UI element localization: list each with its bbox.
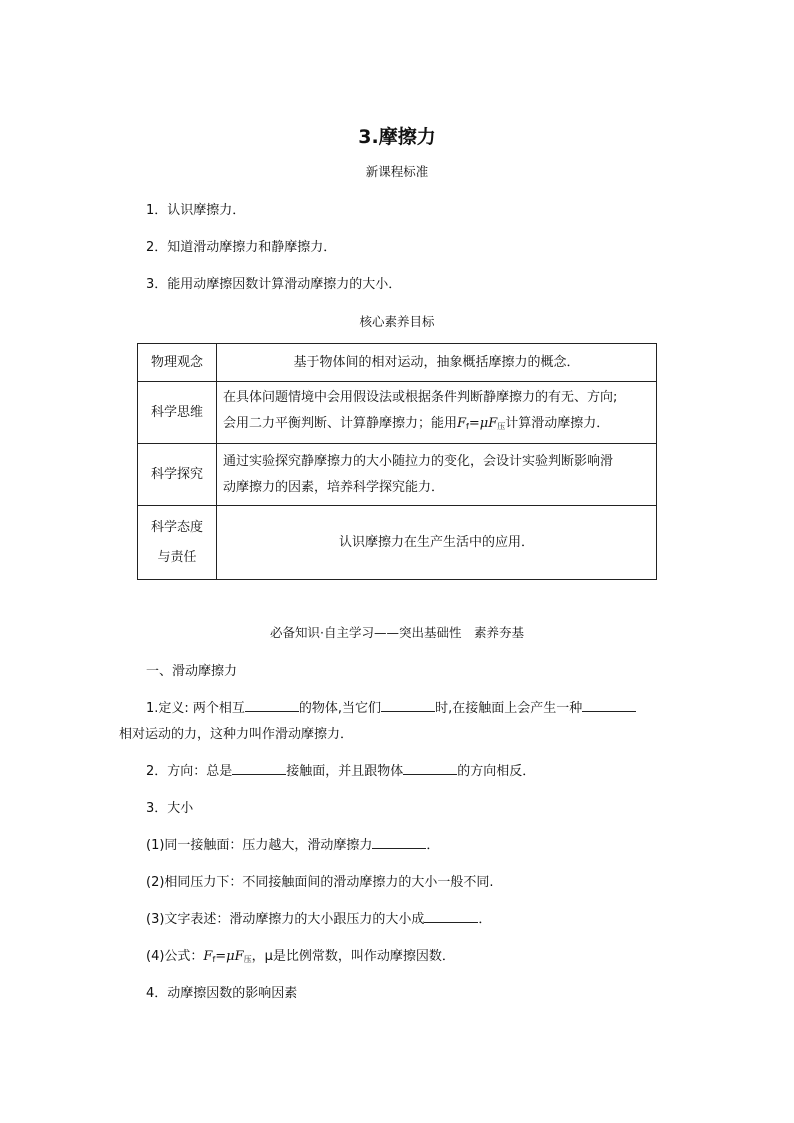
section-heading: 必备知识·自主学习——突出基础性 素养夯基: [270, 625, 524, 640]
table-row: [138, 344, 657, 382]
core-goals-heading: 核心素养目标: [359, 314, 435, 329]
row-content-line: 在具体问题情境中会用假设法或根据条件判断静摩擦力的有无、方向;: [223, 390, 618, 405]
standard-item-2: 2．知道滑动摩擦力和静摩擦力．: [146, 240, 337, 255]
table-row: [138, 382, 657, 444]
row-content-line: 动摩擦力的因素，培养科学探究能力．: [223, 479, 445, 495]
core-goals-table: [137, 343, 657, 580]
formula-line: (4)公式：Ff=μF压，μ是比例常数，叫作动摩擦因数．: [146, 949, 455, 964]
row-content: [217, 382, 657, 444]
table-row: [138, 506, 657, 580]
table-row: [138, 444, 657, 506]
row-content: 认识摩擦力在生产生活中的应用．: [217, 506, 657, 580]
blank-field: [381, 699, 435, 712]
size-item-3: (3)文字表述：滑动摩擦力的大小跟压力的大小成 ．: [146, 912, 492, 927]
blank-field: [403, 762, 457, 775]
size-item-1: (1)同一接触面：压力越大，滑动摩擦力 ．: [146, 838, 440, 853]
row-label: 物理观念: [138, 344, 217, 382]
row-content: 基于物体间的相对运动，抽象概括摩擦力的概念．: [217, 344, 657, 382]
new-standard-heading: 新课程标准: [365, 164, 429, 179]
blank-field: [372, 836, 426, 849]
blank-field: [232, 762, 286, 775]
blank-field: [424, 910, 478, 923]
standard-item-1: 1．认识摩擦力．: [146, 203, 246, 218]
row-label: 科学探究: [138, 444, 217, 506]
factors-heading: 4．动摩擦因数的影响因素: [146, 986, 298, 1001]
definition-line-2: 相对运动的力，这种力叫作滑动摩擦力．: [119, 727, 354, 742]
direction-line: 2．方向：总是 接触面，并且跟物体 的方向相反．: [146, 764, 536, 779]
standard-item-3: 3．能用动摩擦因数计算滑动摩擦力的大小．: [146, 277, 402, 292]
part1-heading: 一、滑动摩擦力: [146, 664, 238, 679]
blank-field: [245, 699, 299, 712]
size-item-2: (2)相同压力下：不同接触面间的滑动摩擦力的大小一般不同.: [146, 875, 494, 890]
page-title: 3.摩擦力: [358, 126, 436, 148]
size-heading: 3．大小: [146, 801, 194, 816]
row-content-line: 会用二力平衡判断、计算静摩擦力；能用Ff=μF压计算滑动摩擦力．: [223, 416, 610, 431]
row-label: 科学思维: [138, 382, 217, 444]
blank-field: [582, 699, 636, 712]
row-label: 科学态度 与责任: [138, 506, 217, 580]
definition-line: 1.定义: 两个相互 的物体,当它们 时,在接触面上会产生一种: [146, 697, 636, 716]
row-content: [217, 444, 657, 506]
row-content-line: 通过实验探究静摩擦力的大小随拉力的变化，会设计实验判断影响滑: [223, 453, 614, 469]
